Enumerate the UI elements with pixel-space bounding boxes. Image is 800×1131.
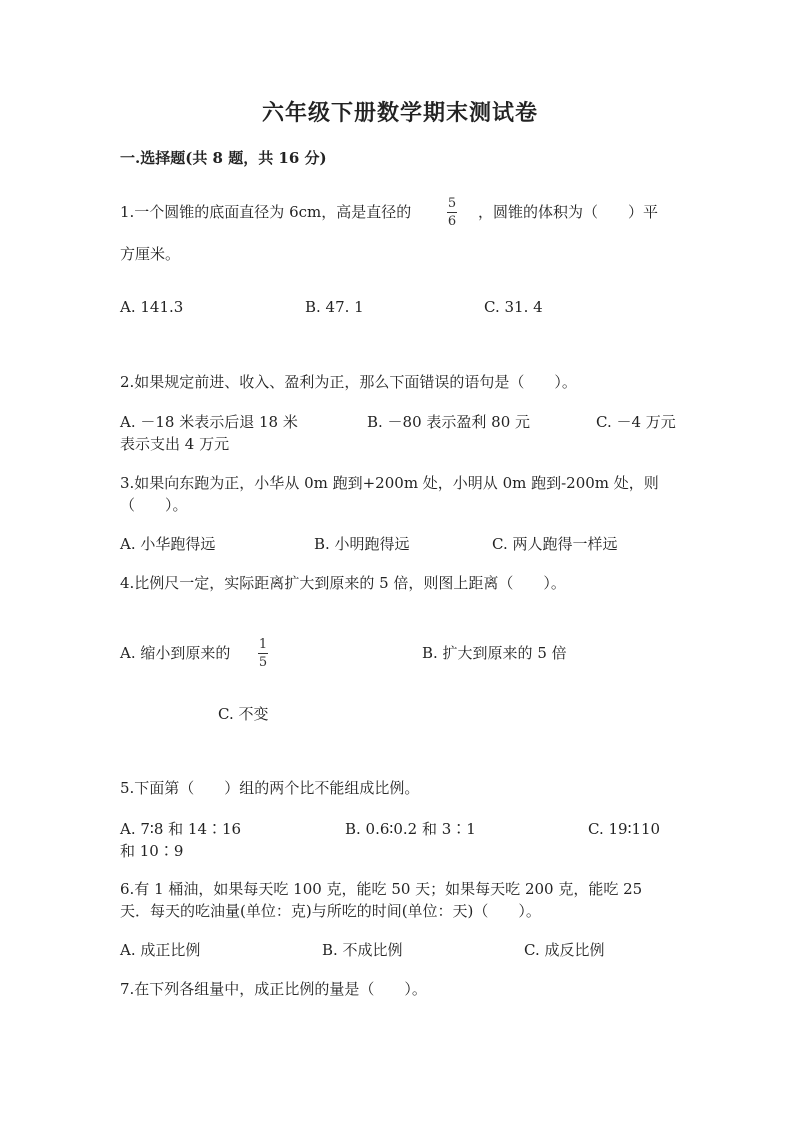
option-a[interactable]: A. 缩小到原来的	[120, 644, 231, 662]
option-c-continued: 和 10∶9	[120, 842, 184, 860]
fraction-denominator: 6	[447, 214, 457, 229]
fraction-numerator: 1	[258, 637, 268, 652]
option-c[interactable]: C. 31. 4	[484, 298, 543, 316]
question-1-text-wrap: 方厘米。	[120, 245, 181, 263]
question-6-text: 6.有 1 桶油，如果每天吃 100 克，能吃 50 天；如果每天吃 200 克，能吃 25	[120, 880, 643, 898]
page-title: 六年级下册数学期末测试卷	[261, 100, 538, 126]
fraction-1-5	[258, 637, 268, 670]
question-2-text: 2.如果规定前进、收入、盈利为正，那么下面错误的语句是（ ）。	[120, 373, 577, 391]
option-c-continued: 表示支出 4 万元	[120, 435, 230, 453]
section-heading: 一.选择题(共 8 题，共 16 分)	[120, 149, 327, 167]
question-3-text-wrap: （ ）。	[120, 496, 188, 514]
question-4-text: 4.比例尺一定，实际距离扩大到原来的 5 倍，则图上距离（ ）。	[120, 574, 566, 592]
option-a[interactable]: A. －18 米表示后退 18 米	[120, 413, 298, 431]
fraction-bar	[447, 212, 457, 213]
question-1-text: 1.一个圆锥的底面直径为 6cm，高是直径的	[120, 203, 412, 221]
question-7-text: 7.在下列各组量中，成正比例的量是（ ）。	[120, 980, 427, 998]
option-c[interactable]: C. －4 万元	[596, 413, 676, 431]
option-c[interactable]: C. 成反比例	[524, 941, 605, 959]
fraction-5-6	[447, 196, 457, 229]
option-b[interactable]: B. 47. 1	[305, 298, 364, 316]
question-5-text: 5.下面第（ ）组的两个比不能组成比例。	[120, 779, 420, 797]
option-b[interactable]: B. －80 表示盈利 80 元	[367, 413, 531, 431]
option-a[interactable]: A. 7∶8 和 14∶16	[120, 820, 242, 838]
question-3-text: 3.如果向东跑为正，小华从 0m 跑到+200m 处，小明从 0m 跑到-200m 处，则	[120, 474, 659, 492]
option-c[interactable]: C. 不变	[218, 705, 269, 723]
option-b[interactable]: B. 0.6∶0.2 和 3∶1	[345, 820, 476, 838]
option-a[interactable]: A. 成正比例	[120, 941, 201, 959]
option-c[interactable]: C. 19∶110	[588, 820, 661, 838]
option-a[interactable]: A. 141.3	[120, 298, 184, 316]
question-1-text-continued: ，圆锥的体积为（ ）平	[478, 203, 659, 221]
fraction-numerator: 5	[447, 196, 457, 211]
question-6-text-wrap: 天．每天的吃油量(单位：克)与所吃的时间(单位：天)（ ）。	[120, 902, 541, 920]
option-b[interactable]: B. 扩大到原来的 5 倍	[422, 644, 567, 662]
option-b[interactable]: B. 不成比例	[322, 941, 403, 959]
option-a[interactable]: A. 小华跑得远	[120, 535, 216, 553]
fraction-denominator: 5	[258, 655, 268, 670]
option-c[interactable]: C. 两人跑得一样远	[492, 535, 618, 553]
option-b[interactable]: B. 小明跑得远	[314, 535, 410, 553]
fraction-bar	[258, 653, 268, 654]
